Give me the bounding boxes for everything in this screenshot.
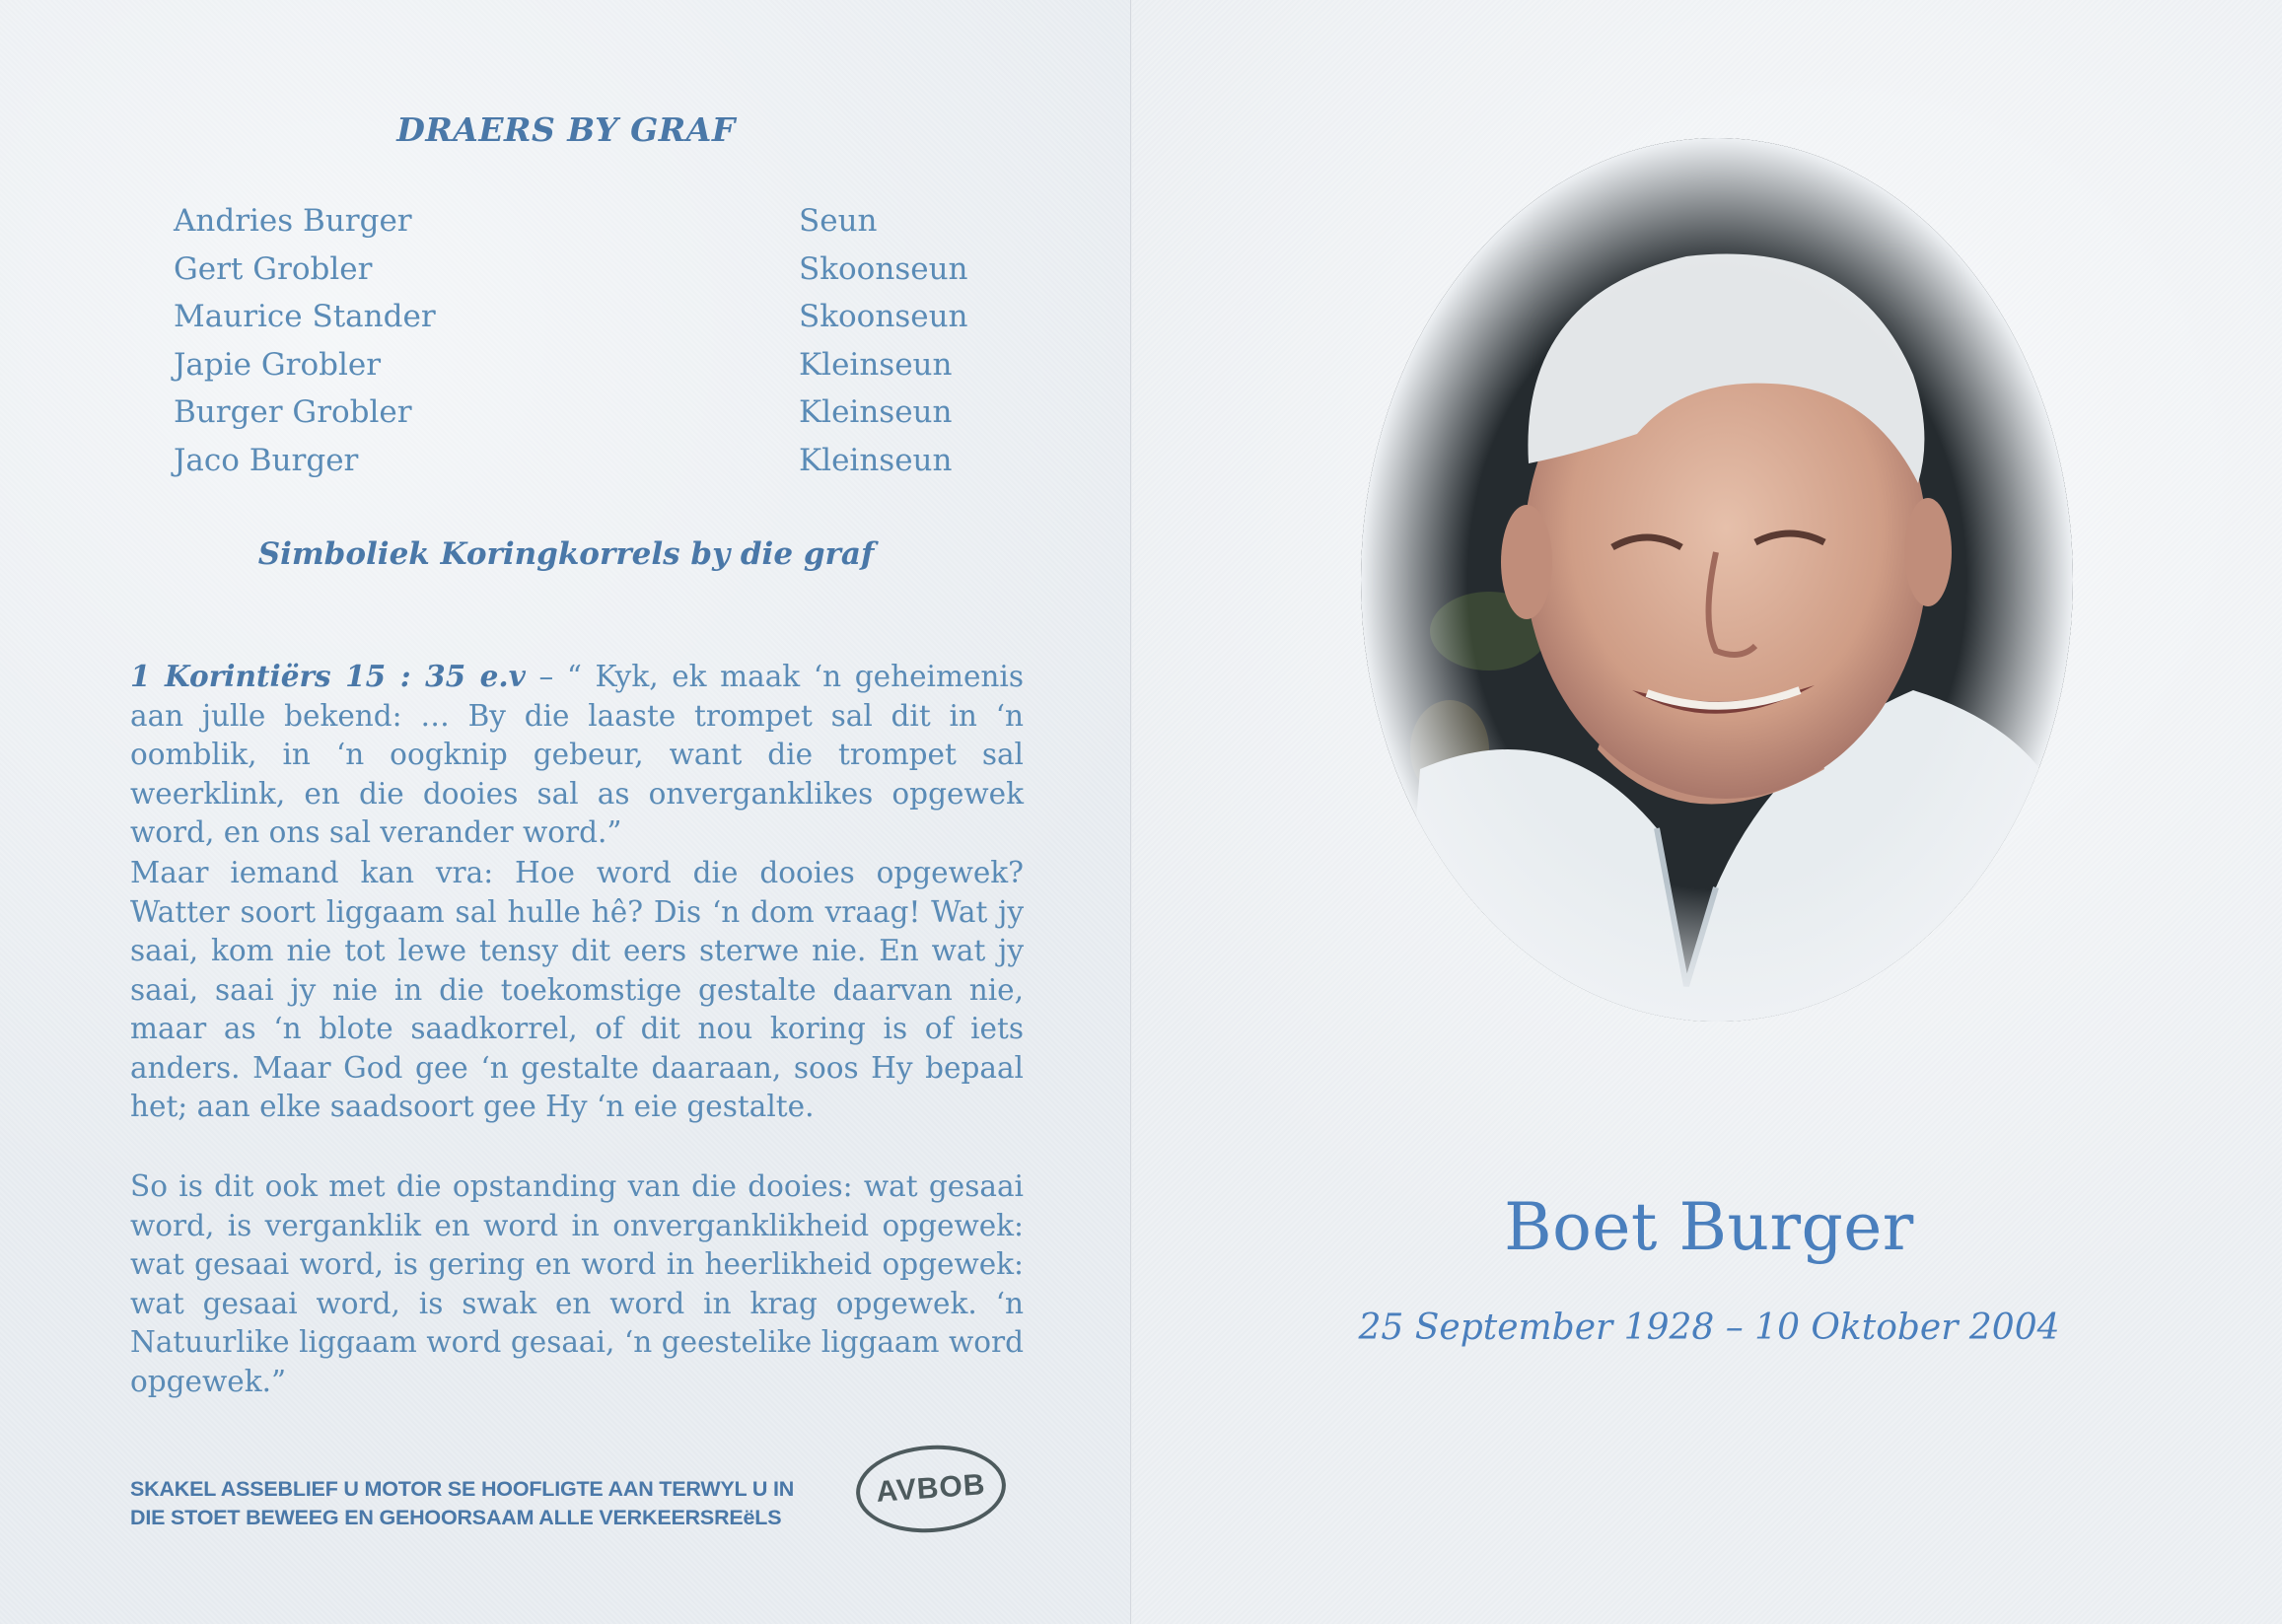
bearer-row xyxy=(174,197,1061,246)
headlights-notice xyxy=(130,1475,820,1532)
bearers-heading: DRAERS BY GRAF xyxy=(396,110,736,149)
scripture-paragraph-2: Maar iemand kan vra: Hoe word die dooies opgewek? Watter soort liggaam sal hulle hê? Dis ‘n dom vraag! Wat jy saai, kom nie tot lewe tensy dit eers sterwe nie. En wat jy saai, saai jy nie in die toekomstige gestalte daarvan nie, maar as ‘n blote saadkorrel, of dit nou koring is of iets anders. Maar God gee ‘n gestalte daaraan, soos Hy bepaal het; aan elke saadsoort gee Hy ‘n eie gestalte. xyxy=(130,856,1024,1123)
bearer-name: Japie Grobler xyxy=(174,346,382,383)
portrait-photo xyxy=(1361,138,2073,1022)
bearer-relation: Kleinseun xyxy=(799,346,953,383)
notice-line-2: DIE STOET BEWEEG EN GEHOORSAAM ALLE VERKEERSREëLS xyxy=(130,1506,782,1529)
verse-reference: 1 Korintiërs 15 : 35 e.v xyxy=(130,659,526,693)
bearer-relation: Kleinseun xyxy=(799,394,953,431)
bearer-relation: Kleinseun xyxy=(799,442,953,478)
bearer-name: Maurice Stander xyxy=(174,299,436,335)
portrait-illustration xyxy=(1361,138,2073,1022)
bearers-list xyxy=(174,197,1061,484)
notice-line-1: SKAKEL ASSEBLIEF U MOTOR SE HOOFLIGTE AAN TERWYL U IN xyxy=(130,1477,795,1501)
scripture-paragraph-1 xyxy=(130,657,1024,853)
bearer-name: Andries Burger xyxy=(174,203,412,240)
bearer-row xyxy=(174,388,1061,437)
bearer-row xyxy=(174,437,1061,485)
bearer-relation: Skoonseun xyxy=(799,299,968,335)
deceased-name: Boet Burger xyxy=(1504,1189,1914,1265)
bearer-row xyxy=(174,293,1061,341)
left-page xyxy=(0,0,1132,1624)
bearer-name: Gert Grobler xyxy=(174,250,373,287)
bearer-name: Jaco Burger xyxy=(174,442,359,478)
symbolic-heading: Simboliek Koringkorrels by die graf xyxy=(257,536,875,572)
scripture-paragraph-3: So is dit ook met die opstanding van die dooies: wat gesaai word, is verganklik en word in onverganklikheid opgewek: wat gesaai word, is gering en word in heerlikheid opgewek: wat gesaai word, is swak en word in krag opgewek. ‘n Natuurlike liggaam word gesaai, ‘n geestelike liggaam word opgewek.” xyxy=(130,1169,1024,1398)
bearer-relation: Seun xyxy=(799,203,878,240)
avbob-logo: AVBOB xyxy=(853,1441,1009,1537)
bearer-row xyxy=(174,341,1061,389)
life-dates: 25 September 1928 – 10 Oktober 2004 xyxy=(1358,1307,2060,1348)
scripture-text: – “ Kyk, ek maak ‘n geheimenis aan julle bekend: … By die laaste trompet sal dit in ‘n oomblik, in ‘n oogknip gebeur, want die trompet sal weerklink, en die dooies sal as onverganklikes opgewek word, en ons sal verander word.” xyxy=(130,660,1024,849)
bearer-name: Burger Grobler xyxy=(174,394,412,431)
bearer-row xyxy=(174,246,1061,294)
bearer-relation: Skoonseun xyxy=(799,250,968,287)
